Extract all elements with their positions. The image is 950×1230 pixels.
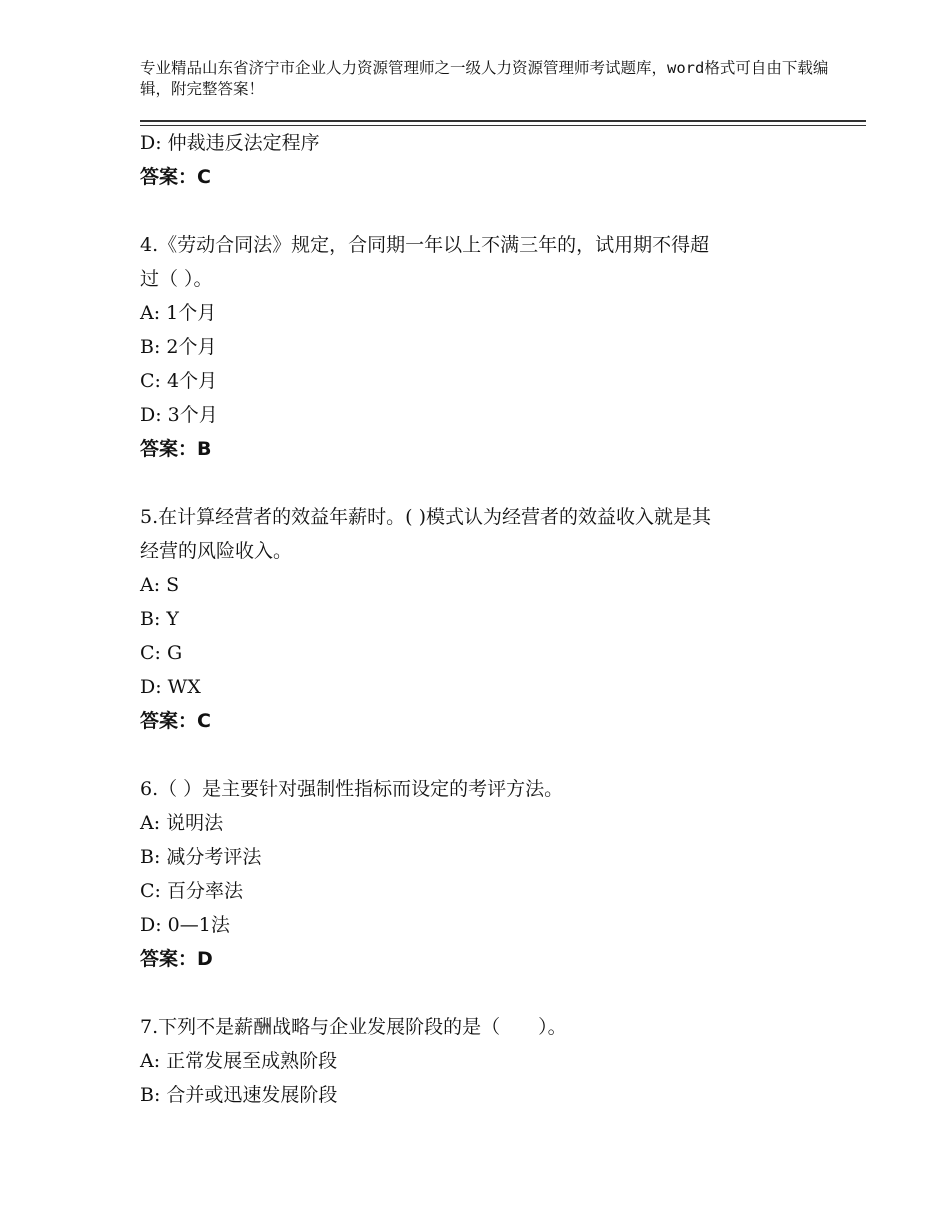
option-c: C: 百分率法	[140, 880, 243, 902]
question-6	[140, 772, 820, 976]
document-header	[140, 58, 830, 100]
header-title: 专业精品山东省济宁市企业人力资源管理师之一级人力资源管理师考试题库，word格式可自由下载编辑，附完整答案！	[140, 59, 829, 98]
option-a: A: 正常发展至成熟阶段	[140, 1050, 338, 1072]
question-4	[140, 228, 820, 466]
spacer	[140, 976, 820, 1010]
spacer	[140, 738, 820, 772]
question-7	[140, 1010, 820, 1112]
question-stem-line: 经营的风险收入。	[140, 540, 293, 562]
option-a: A: 说明法	[140, 812, 224, 834]
answer-label: 答案：B	[140, 438, 212, 460]
option-c: C: G	[140, 642, 183, 664]
option-d: D: 0—1法	[140, 914, 230, 936]
option-c: C: 4个月	[140, 370, 218, 392]
option-b: B: Y	[140, 608, 179, 630]
spacer	[140, 194, 820, 228]
option-b: B: 减分考评法	[140, 846, 262, 868]
option-b: B: 2个月	[140, 336, 217, 358]
option-d: D: WX	[140, 676, 201, 698]
spacer	[140, 466, 820, 500]
answer-label: 答案：C	[140, 710, 211, 732]
option-d: D: 仲裁违反法定程序	[140, 132, 320, 154]
document-body	[140, 126, 820, 1112]
option-d: D: 3个月	[140, 404, 218, 426]
option-a: A: S	[140, 574, 180, 596]
question-stem-line: 过（ ）。	[140, 268, 213, 290]
question-5	[140, 500, 820, 738]
option-b: B: 合并或迅速发展阶段	[140, 1084, 338, 1106]
answer-label: 答案：D	[140, 948, 213, 970]
question-stem-line: 7.下列不是薪酬战略与企业发展阶段的是（ ）。	[140, 1016, 567, 1038]
header-rule-thick	[140, 120, 866, 122]
question-stem-line: 5.在计算经营者的效益年薪时。( )模式认为经营者的效益收入就是其	[140, 506, 711, 528]
question-stem-line: 4.《劳动合同法》规定，合同期一年以上不满三年的，试用期不得超	[140, 234, 710, 256]
answer-label: 答案：C	[140, 166, 211, 188]
question-stem-line: 6.（ ）是主要针对强制性指标而设定的考评方法。	[140, 778, 564, 800]
option-a: A: 1个月	[140, 302, 217, 324]
